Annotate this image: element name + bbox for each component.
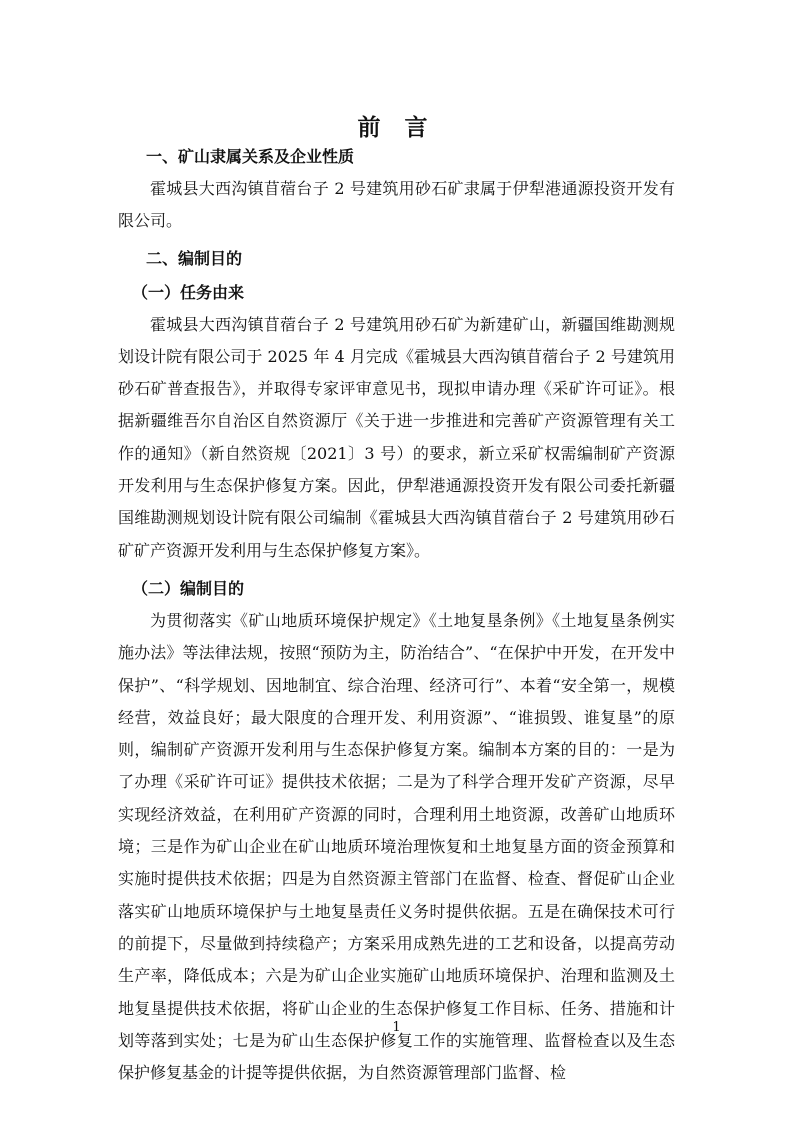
subsection-heading-task-origin: （一）任务由来 [132,282,245,302]
paragraph-compile-purpose: 为贯彻落实《矿山地质环境保护规定》《土地复垦条例》《土地复垦条例实施办法》等法律法规，按照“预防为主，防治结合”、“在保护中开发，在开发中保护”、“科学规划、因地制宜、综合治理、经济可行”、本着“安全第一，规模经营，效益良好；最大限度的合理开发、利用资源”、“谁损毁、谁复垦”的原则，编制矿产资源开发利用与生态保护修复方案。编制本方案的目的：一是为了办理《采矿许可证》提供技术依据；二是为了科学合理开发矿产资源，尽早实现经济效益，在利用矿产资源的同时，合理利用土地资源，改善矿山地质环境；三是作为矿山企业在矿山地质环境治理恢复和土地复垦方面的资金预算和实施时提供技术依据；四是为自然资源主管部门在监督、检查、督促矿山企业落实矿山地质环境保护与土地复垦责任义务时提供依据。五是在确保技术可行的前提下，尽量做到持续稳产；方案采用成熟先进的工艺和设备，以提高劳动生产率，降低成本；六是为矿山企业实施矿山地质环境保护、治理和监测及土地复垦提供技术依据，将矿山企业的生态保护修复工作目标、任务、措施和计划等落到实处；七是为矿山生态保护修复工作的实施管理、监督检查以及生态保护修复基金的计提等提供依据，为自然资源管理部门监督、检 [118,610,675,1083]
section-heading-purpose: 二、编制目的 [146,248,243,268]
page-number: 1 [392,1020,401,1035]
paragraph-affiliation: 霍城县大西沟镇苜蓿台子 2 号建筑用砂石矿隶属于伊犁港通源投资开发有限公司。 [118,179,675,231]
document-body [118,141,675,1089]
paragraph-task-origin: 霍城县大西沟镇苜蓿台子 2 号建筑用砂石矿为新建矿山，新疆国维勘测规划设计院有限公司于 2025 年 4 月完成《霍城县大西沟镇苜蓿台子 2 号建筑用砂石矿普查报告》，并取得专家评审意见书，现拟申请办理《采矿许可证》。根据新疆维吾尔自治区自然资源厅《关于进一步推进和完善矿产资源管理有关工作的通知》（新自然资规〔2021〕3 号）的要求，新立采矿权需编制矿产资源开发利用与生态保护修复方案。因此，伊犁港通源投资开发有限公司委托新疆国维勘测规划设计院有限公司编制《霍城县大西沟镇苜蓿台子 2 号建筑用砂石矿矿产资源开发利用与生态保护修复方案》。 [118,314,675,560]
page-title: 前 言 [357,114,436,141]
section-heading-affiliation: 一、矿山隶属关系及企业性质 [146,147,355,166]
subsection-heading-compile-purpose: （二）编制目的 [132,578,245,598]
